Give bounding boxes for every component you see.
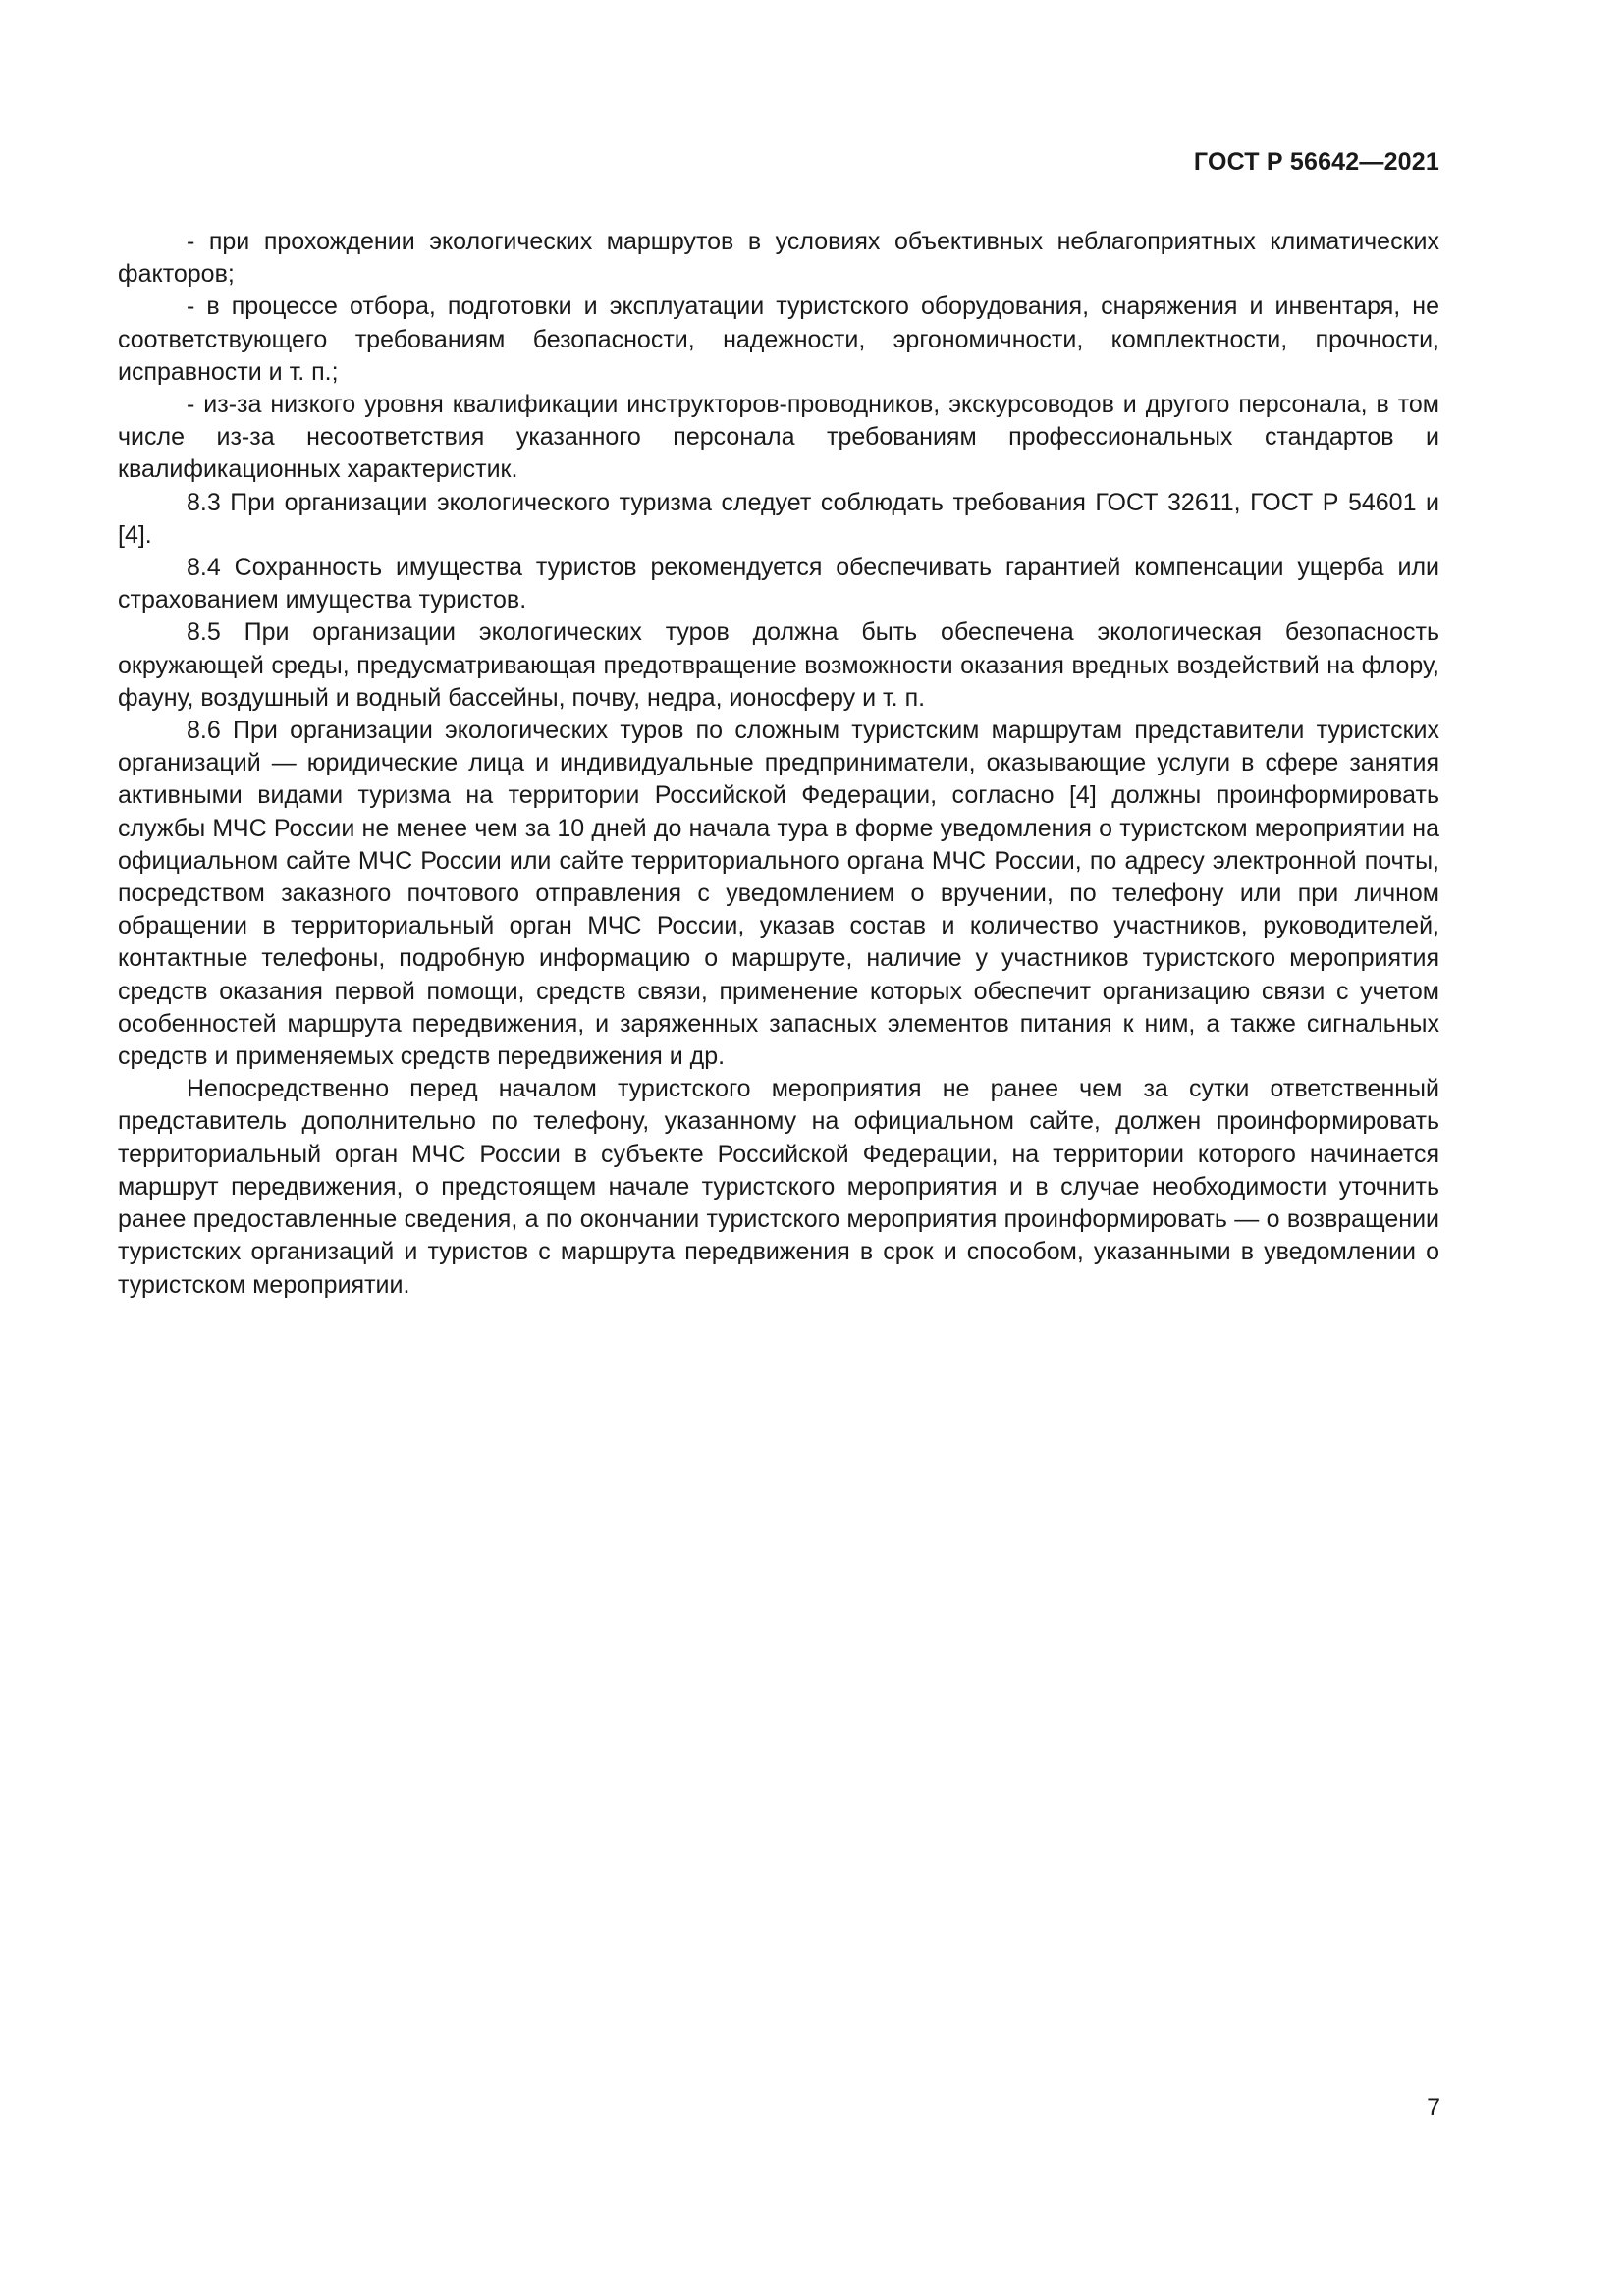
paragraph-bullet-equipment: - в процессе отбора, подготовки и эксплуатации туристского оборудования, снаряжения и инвентаря, не соответствующего требованиям безопасности, надежности, эргономичности, комплектности, прочности, исправности и т. п.; [118, 293, 1439, 386]
paragraph-8-4: 8.4 Сохранность имущества туристов рекомендуется обеспечивать гарантией компенсации ущерба или страхованием имущества туристов. [118, 554, 1439, 614]
paragraph-8-3: 8.3 При организации экологического туризма следует соблюдать требования ГОСТ 32611, ГОСТ Р 54601 и [4]. [118, 488, 1439, 549]
page-number: 7 [1427, 2094, 1440, 2121]
paragraph-8-5: 8.5 При организации экологических туров должна быть обеспечена экологическая безопасность окружающей среды, предусматривающая предотвращение возможности оказания вредных воздействий на флору, фауну, воздушный и водный бассейны, почву, недра, ионосферу и т. п. [118, 618, 1439, 712]
paragraph-bullet-staff: - из-за низкого уровня квалификации инструкторов-проводников, экскурсоводов и другого персонала, в том числе из-за несоответствия указанного персонала требованиям профессиональных стандартов и квалификационных характеристик. [118, 391, 1439, 484]
document-code-header: ГОСТ Р 56642—2021 [1193, 148, 1439, 176]
paragraph-8-6: 8.6 При организации экологических туров по сложным туристским маршрутам представители туристских организаций — юридические лица и индивидуальные предприниматели, оказывающие услуги в сфере занятия активными видами туризма на территории Российской Федерации, согласно [4] должны проинформировать службы МЧС России не менее чем за 10 дней до начала тура в форме уведомления о туристском мероприятии на официальном сайте МЧС России или сайте территориального органа МЧС России, по адресу электронной почты, посредством заказного почтового отправления с уведомлением о вручении, по телефону или при личном обращении в территориальный орган МЧС России, указав состав и количество участников, руководителей, контактные телефоны, подробную информацию о маршруте, наличие у участников туристского мероприятия средств оказания первой помощи, средств связи, применение которых обеспечит организацию связи с учетом особенностей маршрута передвижения, и заряженных запасных элементов питания к ним, а также сигнальных средств и применяемых средств передвижения и др. [118, 717, 1439, 1071]
paragraph-notification: Непосредственно перед началом туристского мероприятия не ранее чем за сутки ответственный представитель дополнительно по телефону, указанному на официальном сайте, должен проинформировать территориальный орган МЧС России в субъекте Российской Федерации, на территории которого начинается маршрут передвижения, о предстоящем начале туристского мероприятия и в случае необходимости уточнить ранее предоставленные сведения, а по окончании туристского мероприятия проинформировать — о возвращении туристских организаций и туристов с маршрута передвижения в срок и способом, указанными в уведомлении о туристском мероприятии. [118, 1075, 1439, 1299]
document-body [118, 226, 1439, 1302]
paragraph-bullet-climate: - при прохождении экологических маршрутов в условиях объективных неблагоприятных климатических факторов; [118, 228, 1439, 289]
